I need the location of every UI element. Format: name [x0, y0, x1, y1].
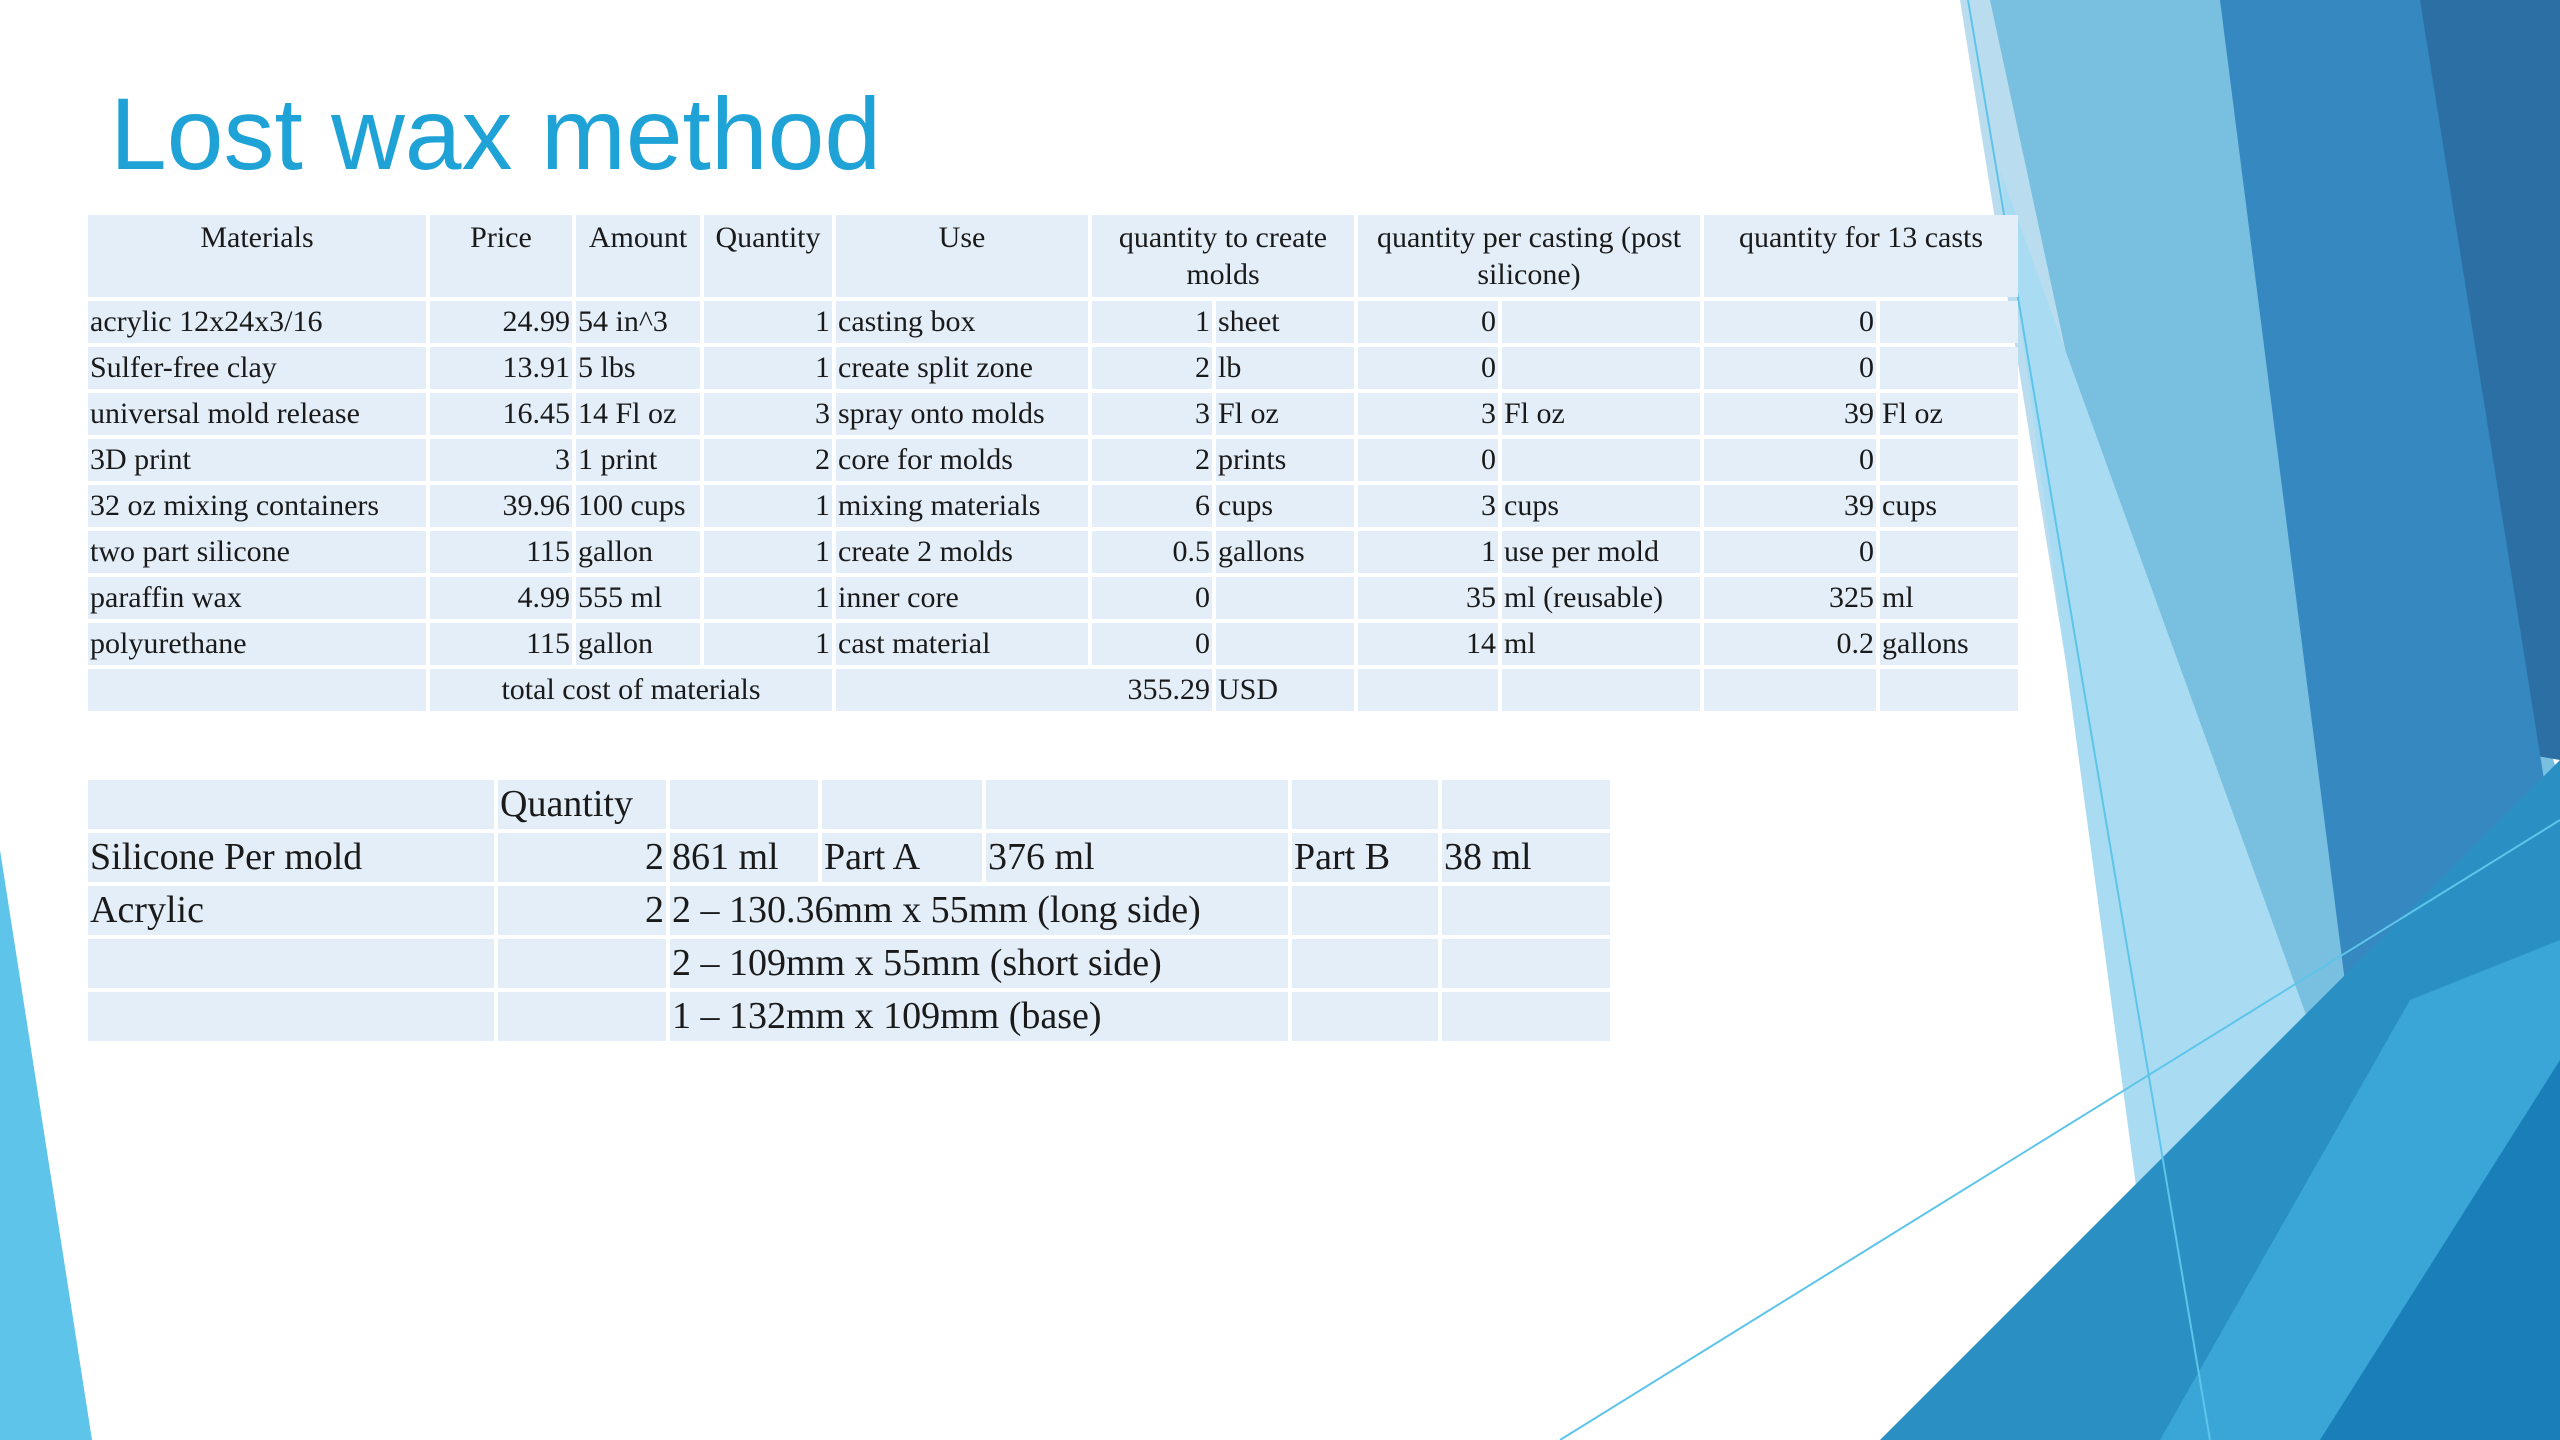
mold-qty: 2 — [1092, 439, 1212, 481]
materials-header-row — [88, 215, 2018, 297]
header-amount: Amount — [576, 215, 700, 297]
cast-unit: Fl oz — [1502, 393, 1700, 435]
mold-unit: cups — [1216, 485, 1354, 527]
table-row — [88, 833, 1610, 882]
cast-qty: 0 — [1358, 439, 1498, 481]
cast-qty: 35 — [1358, 577, 1498, 619]
mold-qty: 0.5 — [1092, 531, 1212, 573]
material-price: 115 — [430, 623, 572, 665]
material-price: 3 — [430, 439, 572, 481]
material-use: spray onto molds — [836, 393, 1088, 435]
material-amount: 1 print — [576, 439, 700, 481]
table-row — [88, 623, 2018, 665]
silicone-acrylic-table — [84, 776, 1614, 1045]
total-qty: 0 — [1704, 439, 1876, 481]
cast-unit — [1502, 301, 1700, 343]
acrylic-piece-dimension: 1 – 132mm x 109mm (base) — [670, 992, 1288, 1041]
item-name — [88, 992, 494, 1041]
table-row — [88, 992, 1610, 1041]
material-quantity: 3 — [704, 393, 832, 435]
total-unit: gallons — [1880, 623, 2018, 665]
material-price: 16.45 — [430, 393, 572, 435]
material-name: acrylic 12x24x3/16 — [88, 301, 426, 343]
mold-qty: 1 — [1092, 301, 1212, 343]
mold-qty: 2 — [1092, 347, 1212, 389]
total-unit: Fl oz — [1880, 393, 2018, 435]
total-qty: 0.2 — [1704, 623, 1876, 665]
cast-qty: 3 — [1358, 485, 1498, 527]
material-name: Sulfer-free clay — [88, 347, 426, 389]
mold-qty: 0 — [1092, 623, 1212, 665]
item-quantity: 2 — [498, 833, 666, 882]
material-use: cast material — [836, 623, 1088, 665]
materials-table — [84, 211, 2022, 715]
total-qty: 39 — [1704, 485, 1876, 527]
material-use: casting box — [836, 301, 1088, 343]
cast-qty: 14 — [1358, 623, 1498, 665]
part-b-volume: 38 ml — [1442, 833, 1610, 882]
material-price: 115 — [430, 531, 572, 573]
cast-qty: 1 — [1358, 531, 1498, 573]
mold-unit: prints — [1216, 439, 1354, 481]
part-b-label: Part B — [1292, 833, 1438, 882]
table-row — [88, 347, 2018, 389]
slide-title: Lost wax method — [110, 77, 882, 191]
header-use: Use — [836, 215, 1088, 297]
table-row — [88, 886, 1610, 935]
material-amount: 100 cups — [576, 485, 700, 527]
header-materials: Materials — [88, 215, 426, 297]
cast-unit: ml — [1502, 623, 1700, 665]
material-use: inner core — [836, 577, 1088, 619]
material-quantity: 1 — [704, 623, 832, 665]
cast-qty: 0 — [1358, 347, 1498, 389]
item-quantity: 2 — [498, 886, 666, 935]
acrylic-piece-dimension: 2 – 109mm x 55mm (short side) — [670, 939, 1288, 988]
table-row — [88, 439, 2018, 481]
cast-qty: 3 — [1358, 393, 1498, 435]
material-quantity: 1 — [704, 577, 832, 619]
total-qty: 0 — [1704, 531, 1876, 573]
total-cost-currency: USD — [1216, 669, 1354, 711]
material-use: create split zone — [836, 347, 1088, 389]
header-13-casts: quantity for 13 casts — [1704, 215, 2018, 297]
material-amount: gallon — [576, 531, 700, 573]
cast-qty: 0 — [1358, 301, 1498, 343]
material-use: create 2 molds — [836, 531, 1088, 573]
total-unit — [1880, 347, 2018, 389]
material-quantity: 1 — [704, 531, 832, 573]
total-unit — [1880, 301, 2018, 343]
material-name: 32 oz mixing containers — [88, 485, 426, 527]
total-qty: 325 — [1704, 577, 1876, 619]
table-row — [88, 393, 2018, 435]
mold-qty: 6 — [1092, 485, 1212, 527]
total-row — [88, 669, 2018, 711]
material-name: two part silicone — [88, 531, 426, 573]
mold-unit: sheet — [1216, 301, 1354, 343]
material-use: core for molds — [836, 439, 1088, 481]
table-row — [88, 577, 2018, 619]
total-unit: ml — [1880, 577, 2018, 619]
cast-unit — [1502, 439, 1700, 481]
item-quantity — [498, 939, 666, 988]
material-name: 3D print — [88, 439, 426, 481]
item-name: Silicone Per mold — [88, 833, 494, 882]
table-row — [88, 531, 2018, 573]
cast-unit: use per mold — [1502, 531, 1700, 573]
table-row — [88, 485, 2018, 527]
item-quantity — [498, 992, 666, 1041]
mold-unit — [1216, 623, 1354, 665]
total-qty: 39 — [1704, 393, 1876, 435]
material-price: 4.99 — [430, 577, 572, 619]
material-quantity: 1 — [704, 301, 832, 343]
header-quantity: Quantity — [704, 215, 832, 297]
material-name: paraffin wax — [88, 577, 426, 619]
mold-unit: gallons — [1216, 531, 1354, 573]
material-use: mixing materials — [836, 485, 1088, 527]
acrylic-piece-dimension: 2 – 130.36mm x 55mm (long side) — [670, 886, 1288, 935]
material-price: 24.99 — [430, 301, 572, 343]
total-cost-label: total cost of materials — [430, 669, 832, 711]
material-quantity: 1 — [704, 485, 832, 527]
mold-qty: 0 — [1092, 577, 1212, 619]
mold-unit: Fl oz — [1216, 393, 1354, 435]
total-unit — [1880, 439, 2018, 481]
silicone-volume: 861 ml — [670, 833, 818, 882]
table-row — [88, 301, 2018, 343]
material-name: universal mold release — [88, 393, 426, 435]
material-quantity: 2 — [704, 439, 832, 481]
total-qty: 0 — [1704, 301, 1876, 343]
material-amount: 555 ml — [576, 577, 700, 619]
total-unit: cups — [1880, 485, 2018, 527]
mold-unit: lb — [1216, 347, 1354, 389]
part-a-label: Part A — [822, 833, 982, 882]
mold-qty: 3 — [1092, 393, 1212, 435]
item-name: Acrylic — [88, 886, 494, 935]
cast-unit — [1502, 347, 1700, 389]
total-qty: 0 — [1704, 347, 1876, 389]
left-edge-shape — [0, 850, 92, 1440]
material-quantity: 1 — [704, 347, 832, 389]
material-name: polyurethane — [88, 623, 426, 665]
material-amount: 5 lbs — [576, 347, 700, 389]
cast-unit: ml (reusable) — [1502, 577, 1700, 619]
material-amount: gallon — [576, 623, 700, 665]
part-a-volume: 376 ml — [986, 833, 1288, 882]
mold-unit — [1216, 577, 1354, 619]
item-name — [88, 939, 494, 988]
header-quantity: Quantity — [498, 780, 666, 829]
table-row — [88, 939, 1610, 988]
total-cost-value: 355.29 — [836, 669, 1212, 711]
material-price: 39.96 — [430, 485, 572, 527]
header-cast-quantity: quantity per casting (post silicone) — [1358, 215, 1700, 297]
header-price: Price — [430, 215, 572, 297]
total-unit — [1880, 531, 2018, 573]
material-amount: 54 in^3 — [576, 301, 700, 343]
cast-unit: cups — [1502, 485, 1700, 527]
header-mold-quantity: quantity to create molds — [1092, 215, 1354, 297]
material-amount: 14 Fl oz — [576, 393, 700, 435]
material-price: 13.91 — [430, 347, 572, 389]
silicone-header-row — [88, 780, 1610, 829]
